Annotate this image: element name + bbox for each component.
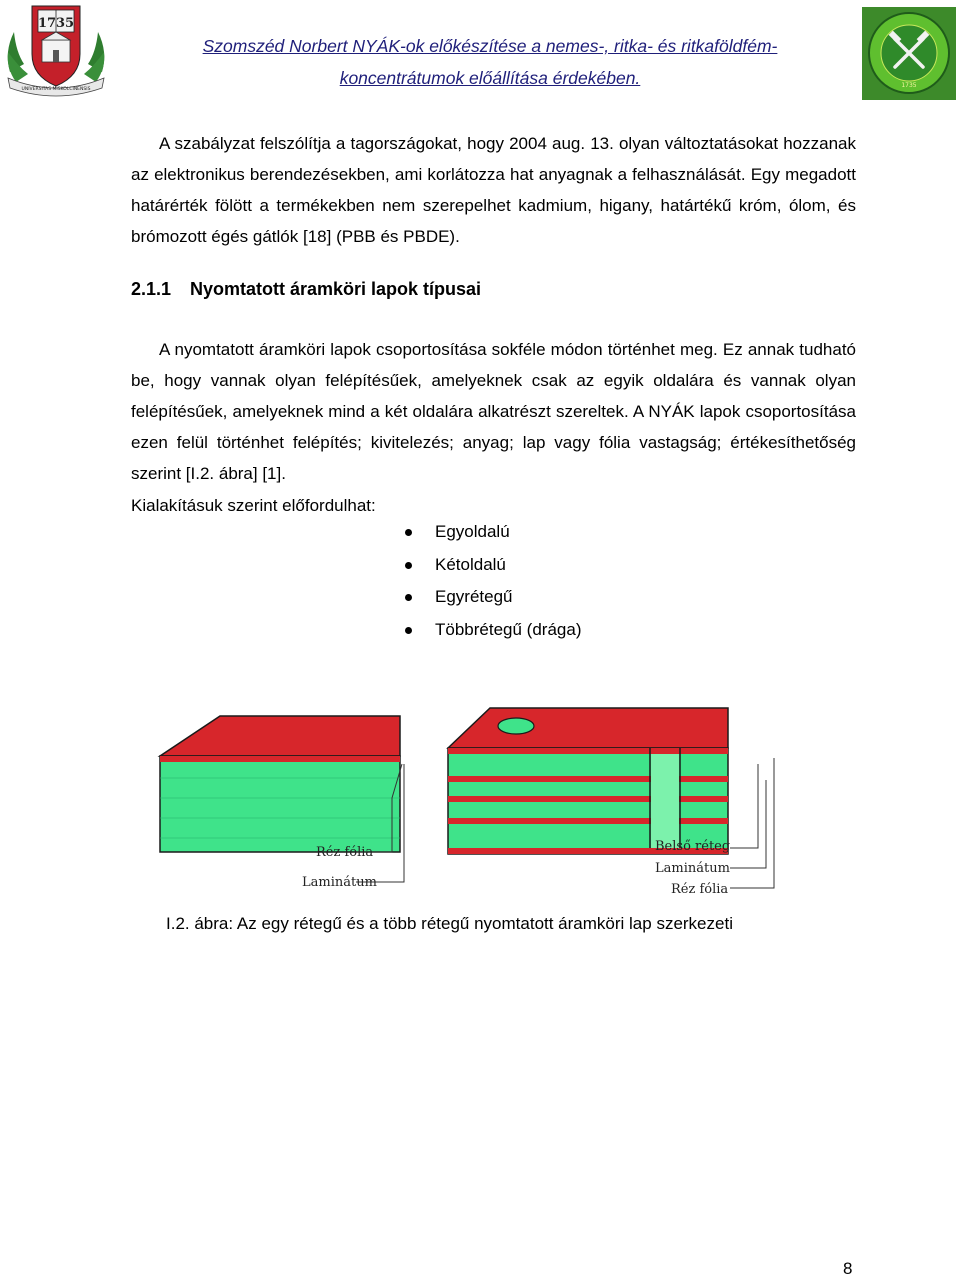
section-heading: [131, 279, 481, 300]
pcb-structure-figure: [130, 668, 800, 908]
paragraph-classification: A nyomtatott áramköri lapok csoportosítása sokféle módon történhet meg. Ez annak tudható be, hogy vannak olyan felépítésűek, amelyeknek csak az egyik oldalára és vannak olyan felépítésűek, amelyeknek mind a két oldalára alkatrészt szereltek. A NYÁK lapok csoportosítása ezen felül történhet felépítés; kivitelezés; anyag; lap vagy fólia vastagság; értékesíthetőség szerint [I.2. ábra] [1].: [131, 340, 856, 483]
crest-motto: UNIVERSITAS MISKOLCINENSIS: [21, 87, 91, 92]
bullet-icon: [405, 562, 412, 569]
label-inner-layer: Belső réteg: [655, 839, 731, 854]
list-item: Egyrétegű: [400, 581, 581, 614]
multi-layer-board-diagram: [448, 708, 774, 897]
multi-board-copper-top: [448, 708, 728, 748]
single-board-copper-top: [160, 716, 400, 756]
label-laminate-left: Laminátum: [302, 875, 377, 890]
paragraph-intro-list: Kialakításuk szerint előfordulhat:: [131, 496, 376, 515]
header-title-line-1: Szomszéd Norbert NYÁK-ok előkészítése a nemes-, ritka- és ritkaföldfém-: [202, 36, 778, 56]
multi-board-copper-top-edge: [448, 748, 728, 754]
figure-caption: I.2. ábra: Az egy rétegű és a több rétegű nyomtatott áramköri lap szerkezeti: [166, 914, 733, 933]
label-copper-foil-right: Réz fólia: [671, 882, 729, 897]
inner-layer-1: [448, 776, 728, 782]
header-title-line-2: koncentrátumok előállítása érdekében.: [339, 68, 641, 88]
document-header-title: [150, 30, 830, 94]
crest-year-right: 35: [55, 16, 75, 31]
bullet-icon: [405, 594, 412, 601]
inner-layer-2: [448, 796, 728, 802]
label-copper-foil-left: Réz fólia: [316, 845, 374, 860]
list-item: Kétoldalú: [400, 549, 581, 582]
board-type-list: [400, 516, 581, 646]
single-board-copper-edge: [160, 756, 400, 762]
crest-year-left: 17: [37, 16, 57, 31]
label-laminate-right: Laminátum: [655, 861, 730, 876]
university-crest-logo: [2, 2, 110, 100]
page-number: 8: [843, 1259, 853, 1278]
paragraph-regulation: A szabályzat felszólítja a tagországokat, hogy 2004 aug. 13. olyan változtatásokat hozzanak az elektronikus berendezésekben, ami korlátozza hat anyagnak a felhasználását. Egy megadott határérték fölött a termékekben nem szerepelhet kadmium, higany, határtékű króm, ólom, és brómozott égés gátlók [18] (PBB és PBDE).: [131, 134, 856, 246]
section-number: 2.1.1: [131, 279, 172, 299]
section-title: Nyomtatott áramköri lapok típusai: [190, 279, 482, 299]
inner-layer-3: [448, 818, 728, 824]
list-item: Egyoldalú: [400, 516, 581, 549]
list-item: Többrétegű (drága): [400, 614, 581, 647]
via-hole-top: [498, 718, 534, 734]
logo-year: 1735: [901, 82, 917, 89]
bullet-icon: [405, 529, 412, 536]
mining-faculty-logo: [862, 7, 956, 100]
single-layer-board-diagram: [160, 716, 404, 890]
bullet-icon: [405, 627, 412, 634]
